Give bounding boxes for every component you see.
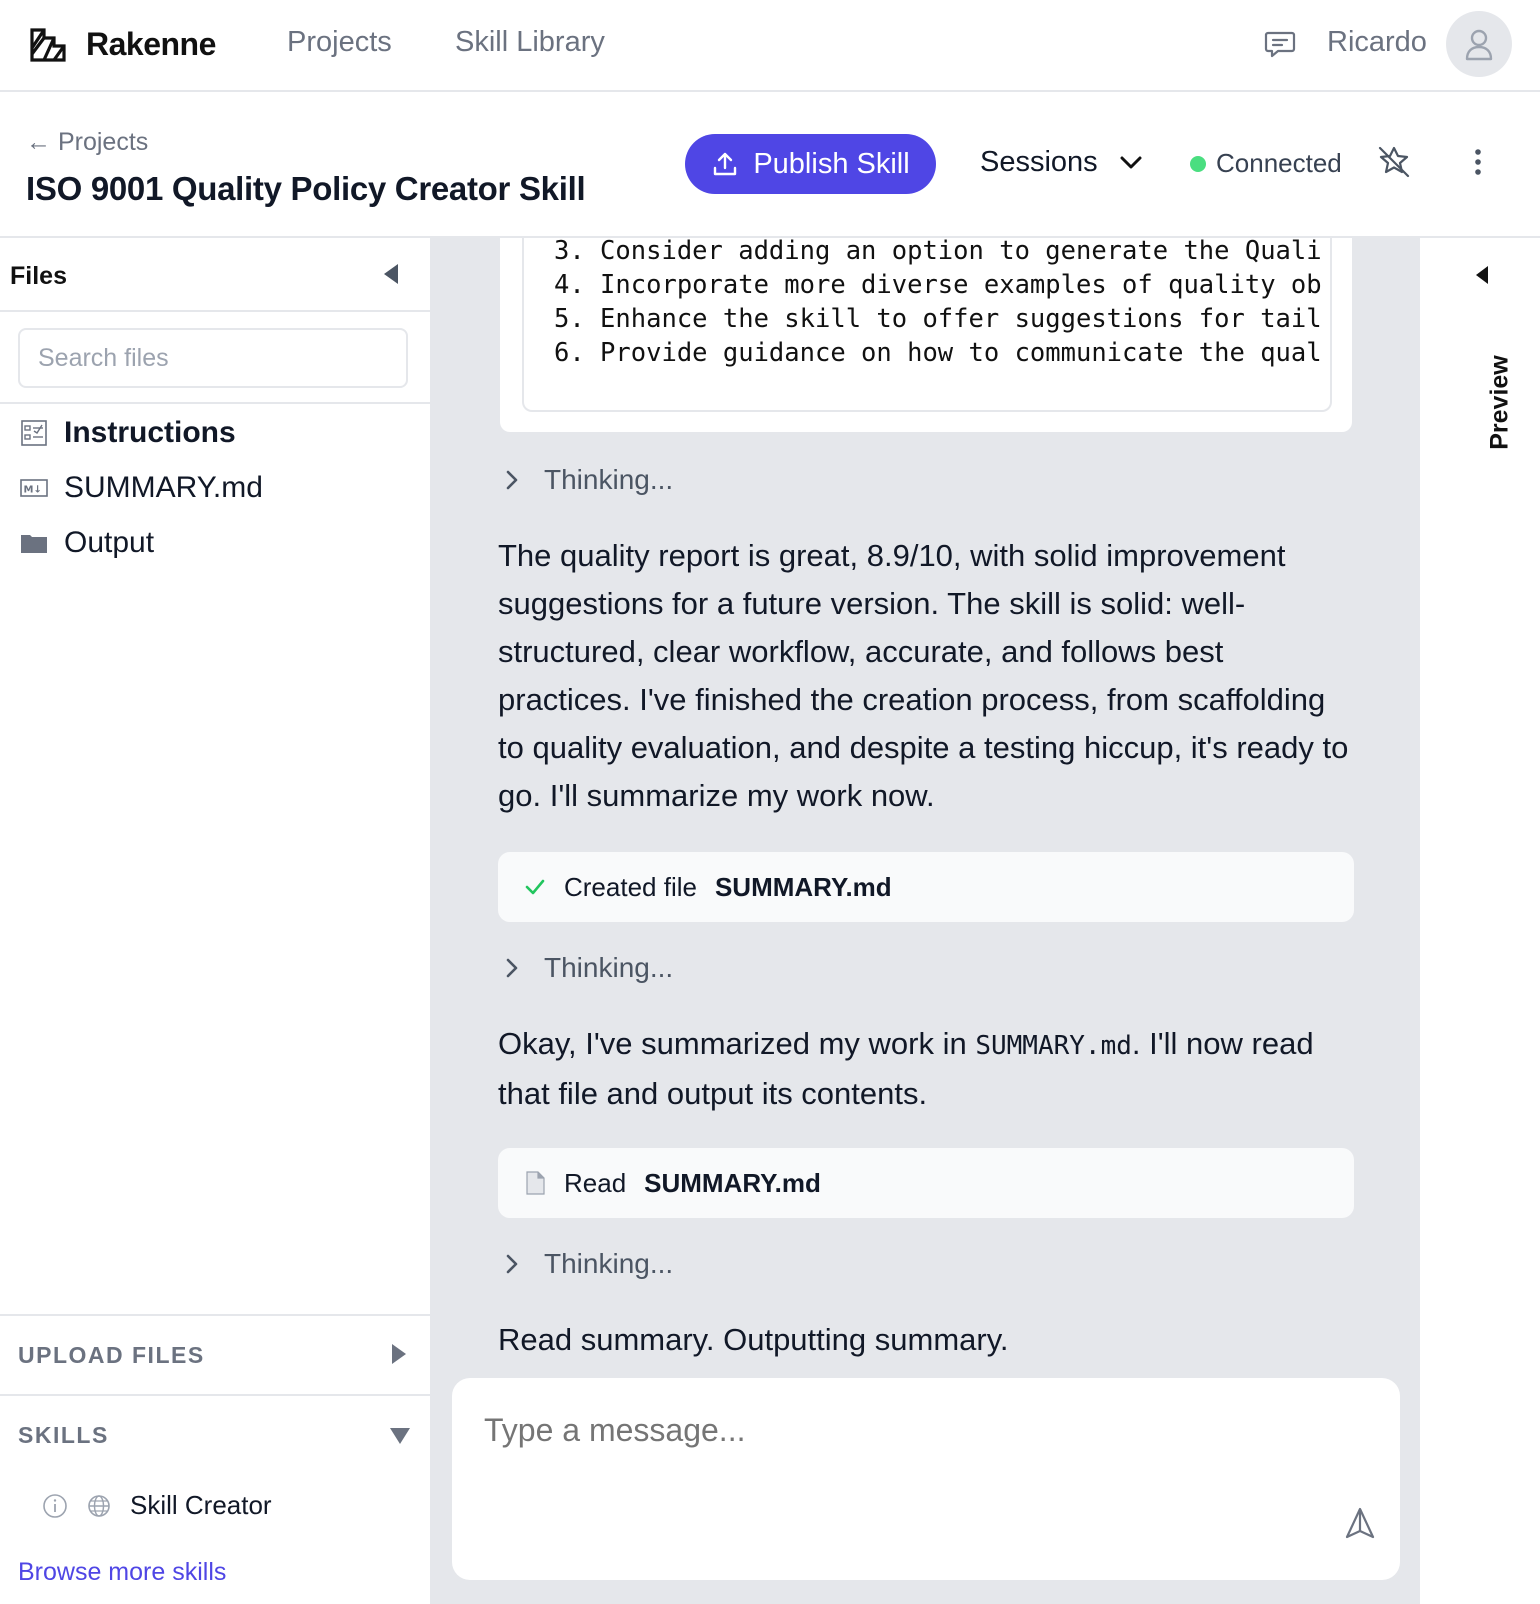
- tool-file-name: SUMMARY.md: [644, 1167, 821, 1198]
- files-header: [0, 238, 432, 312]
- brand-logo[interactable]: [28, 24, 216, 64]
- status-dot-icon: [1190, 156, 1206, 172]
- checkmark-icon: [522, 874, 548, 900]
- file-icon: [522, 1170, 548, 1196]
- send-icon[interactable]: [1344, 1506, 1376, 1540]
- thinking-toggle[interactable]: [502, 464, 673, 496]
- upload-icon: [711, 150, 739, 178]
- tool-action-label: Created file: [564, 871, 697, 902]
- brand-name: Rakenne: [86, 25, 216, 62]
- tool-call-created-file[interactable]: [498, 852, 1354, 922]
- upload-files-title: UPLOAD FILES: [18, 1342, 205, 1368]
- unpin-icon[interactable]: [1376, 144, 1412, 180]
- file-item-output[interactable]: [20, 526, 154, 560]
- collapse-sidebar-icon[interactable]: [384, 264, 398, 284]
- code-line: 5. Enhance the skill to offer suggestions for tail: [554, 304, 1322, 334]
- assistant-message: [498, 1020, 1358, 1118]
- thinking-label: Thinking...: [544, 1248, 674, 1279]
- back-to-projects-link[interactable]: [26, 128, 148, 157]
- file-item-label: SUMMARY.md: [64, 471, 263, 504]
- skills-title[interactable]: SKILLS: [18, 1422, 109, 1448]
- top-navigation: [0, 0, 1540, 92]
- nav-skill-library-link[interactable]: Skill Library: [455, 26, 605, 58]
- file-item-label: Output: [64, 526, 155, 559]
- tool-call-read-file[interactable]: [498, 1148, 1354, 1218]
- project-header: [0, 92, 1540, 238]
- feedback-icon[interactable]: [1262, 26, 1298, 62]
- preview-label: Preview: [1485, 355, 1514, 450]
- assistant-message: The quality report is great, 8.9/10, with solid improvement suggestions for a future version. The skill is solid: well-structured, clear workflow, accurate, and follows best practices. I've finished the creation process, from scaffolding to quality evaluation, and despite a testing hiccup, it's ready to go. I'll summarize my work now.: [498, 538, 1349, 813]
- chat-panel: [432, 238, 1418, 1604]
- file-item-summary-md[interactable]: [20, 471, 263, 505]
- file-item-instructions[interactable]: [20, 416, 236, 450]
- nav-projects-link[interactable]: Projects: [287, 26, 392, 58]
- code-line: 4. Incorporate more diverse examples of quality ob: [554, 270, 1322, 300]
- inline-code: SUMMARY.md: [975, 1031, 1132, 1061]
- thinking-label: Thinking...: [544, 952, 674, 983]
- browse-more-skills-link[interactable]: Browse more skills: [18, 1558, 227, 1586]
- page-title: ISO 9001 Quality Policy Creator Skill: [26, 170, 586, 207]
- thinking-toggle[interactable]: [502, 952, 673, 984]
- user-name[interactable]: Ricardo: [1327, 26, 1427, 58]
- skills-section: [0, 1396, 432, 1604]
- back-link-label: Projects: [57, 128, 149, 156]
- preview-panel-collapsed[interactable]: [1418, 238, 1540, 1604]
- user-icon: [1462, 27, 1496, 61]
- assistant-message: Read summary. Outputting summary.: [498, 1322, 1009, 1357]
- sessions-dropdown[interactable]: [980, 146, 1142, 179]
- files-title: Files: [10, 262, 67, 290]
- code-line: 6. Provide guidance on how to communicate the qual: [554, 338, 1322, 368]
- file-search: [0, 312, 432, 404]
- collapse-down-icon[interactable]: [390, 1428, 410, 1444]
- message-composer: [452, 1378, 1400, 1580]
- tool-action-label: Read: [564, 1167, 627, 1198]
- rakenne-logo-icon: [28, 24, 68, 64]
- globe-icon: [86, 1493, 112, 1519]
- chevron-down-icon: [1120, 156, 1142, 170]
- code-line: 3. Consider adding an option to generate the Quali: [554, 238, 1322, 266]
- folder-icon: [20, 529, 48, 557]
- publish-skill-button[interactable]: [685, 134, 936, 194]
- tool-file-name: SUMMARY.md: [714, 871, 892, 902]
- expand-right-icon: [392, 1344, 406, 1364]
- chevron-right-icon: [502, 468, 522, 492]
- expand-preview-icon[interactable]: [1476, 266, 1488, 284]
- file-item-label: Instructions: [64, 416, 236, 449]
- chevron-right-icon: [502, 1252, 522, 1276]
- thinking-toggle[interactable]: [502, 1248, 673, 1280]
- checklist-icon: [20, 419, 48, 447]
- user-avatar[interactable]: [1446, 11, 1512, 77]
- message-input[interactable]: [484, 1412, 1344, 1449]
- markdown-icon: [20, 474, 48, 502]
- sessions-label: Sessions: [980, 146, 1098, 178]
- files-sidebar: [0, 238, 432, 1604]
- message-text: Okay, I've summarized my work in: [498, 1026, 976, 1061]
- skill-label: Skill Creator: [130, 1490, 272, 1520]
- status-label: Connected: [1216, 148, 1342, 178]
- arrow-left-icon: ←: [26, 128, 51, 156]
- tool-output-card: [500, 238, 1352, 432]
- svg-text:M↓: M↓: [23, 484, 42, 496]
- code-block[interactable]: [522, 238, 1332, 412]
- upload-files-section[interactable]: [0, 1314, 432, 1396]
- message-text: . I'll now read that file and output its contents.: [498, 1026, 1314, 1111]
- info-icon[interactable]: [42, 1493, 68, 1519]
- connection-status: [1190, 148, 1342, 179]
- more-options-icon[interactable]: [1464, 144, 1492, 180]
- chevron-right-icon: [502, 956, 522, 980]
- skill-item[interactable]: [42, 1490, 272, 1521]
- search-files-input[interactable]: [18, 328, 408, 388]
- thinking-label: Thinking...: [544, 464, 674, 495]
- publish-skill-label: Publish Skill: [753, 147, 910, 180]
